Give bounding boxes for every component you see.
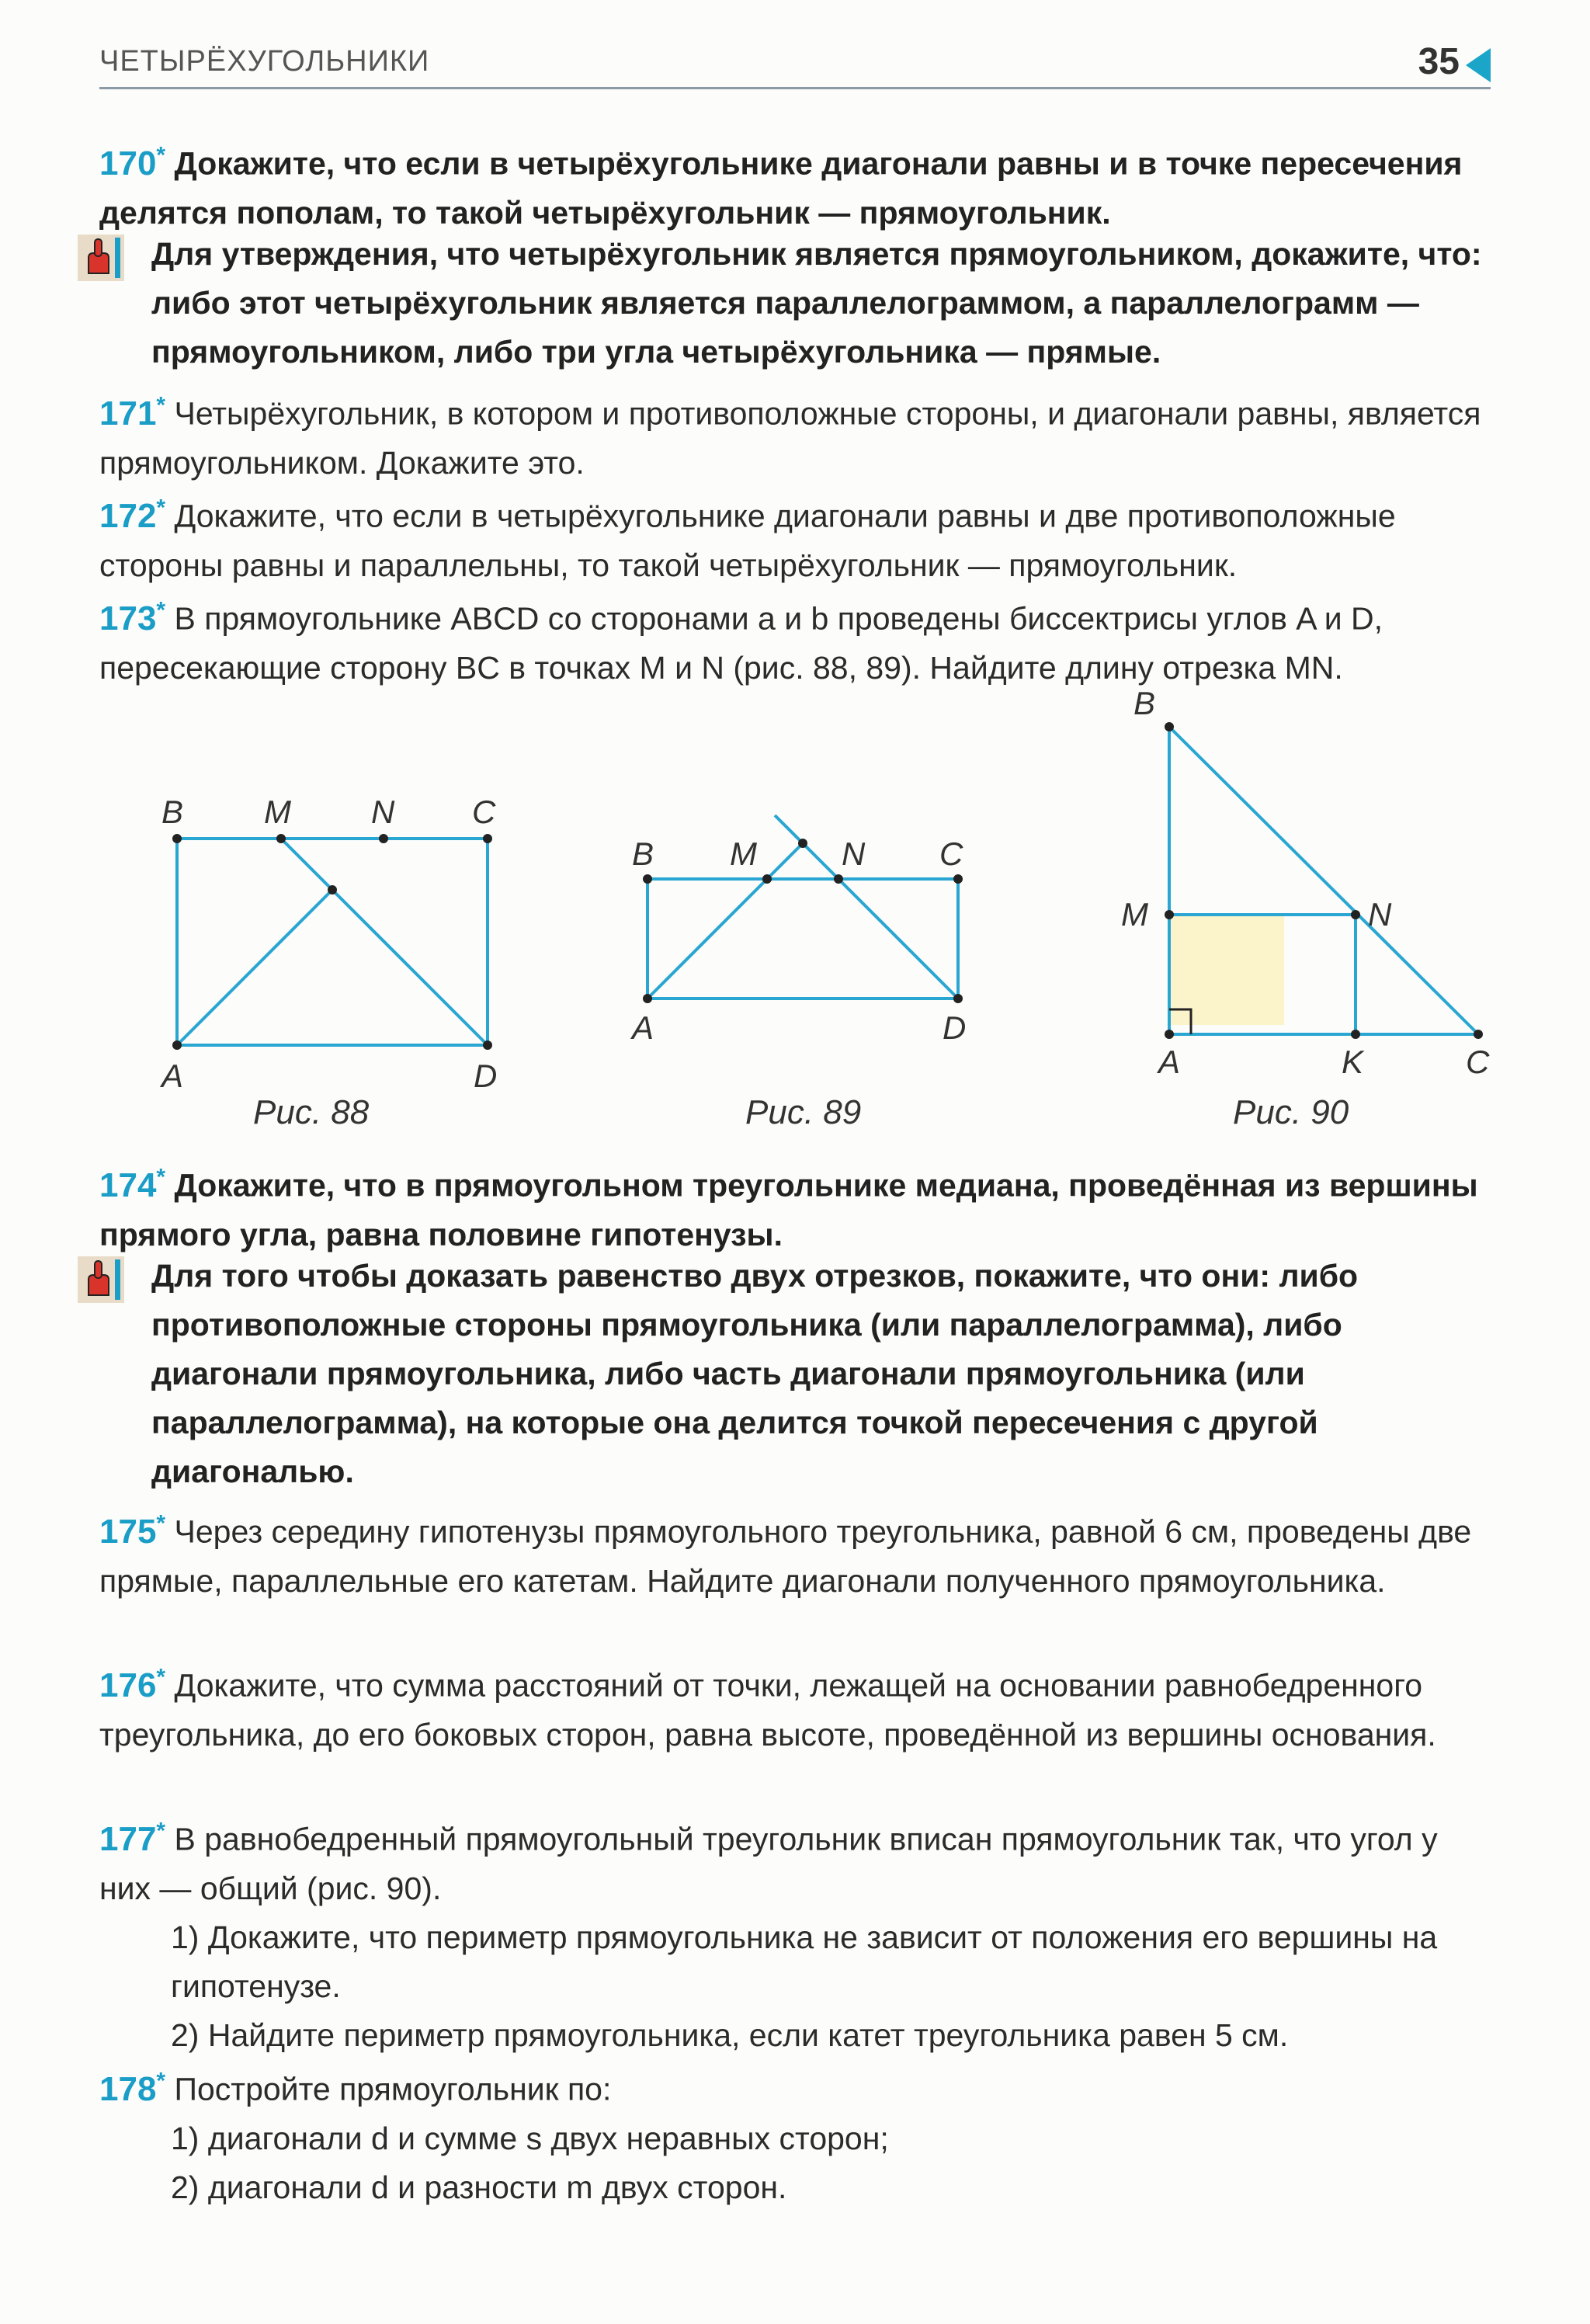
point-N (834, 874, 843, 884)
point-A (1165, 1030, 1174, 1039)
label-M: M (264, 794, 291, 830)
point-M (762, 874, 772, 884)
task-text: Докажите, что в прямоугольном треугольнике медиана, проведённая из вершины прямого угла, равна половине гипотенузы. (99, 1167, 1478, 1252)
task-number: 176* (99, 1664, 166, 1704)
task-text: Постройте прямоугольник по: (174, 2071, 612, 2107)
point-intersection (798, 839, 807, 848)
point-intersection (328, 885, 337, 895)
task-176 (99, 1652, 1489, 1760)
task-text: Докажите, что если в четырёхугольнике диагонали равны и в точке пересечения делятся пополам, то такой четырёхугольник — прямоугольник. (99, 145, 1463, 231)
label-D: D (474, 1058, 498, 1094)
figure-89 (621, 800, 978, 1072)
figure-88 (148, 784, 520, 1110)
task-subitem: 1) Докажите, что периметр прямоугольника не зависит от положения его вершины на гипотенузе. (171, 1919, 1438, 2004)
task-172 (99, 483, 1489, 590)
label-N: N (842, 835, 866, 872)
point-K (1351, 1030, 1360, 1039)
figure-90 (1110, 691, 1498, 1095)
page-marker-arrow-icon (1466, 48, 1491, 82)
page-number: 35 (1418, 41, 1460, 82)
point-B (643, 874, 652, 884)
pointing-hand-icon (78, 234, 124, 281)
chapter-title: ЧЕТЫРЁХУГОЛЬНИКИ (99, 45, 430, 78)
hint-block (78, 1252, 1489, 1496)
label-M: M (730, 835, 757, 872)
point-C (1474, 1030, 1483, 1039)
task-text: Докажите, что если в четырёхугольнике диагонали равны и две противоположные стороны равны и параллельны, то такой четырёхугольник — прямоугольник. (99, 498, 1396, 583)
figure-89-caption: Рис. 89 (745, 1093, 862, 1131)
label-A: A (161, 1058, 184, 1094)
task-number: 175* (99, 1510, 166, 1551)
label-D: D (943, 1009, 967, 1046)
figure-88-caption: Рис. 88 (253, 1093, 370, 1131)
point-M (1165, 910, 1174, 919)
label-B: B (632, 835, 654, 872)
point-A (172, 1040, 182, 1050)
label-A: A (1158, 1044, 1181, 1080)
point-N (1351, 910, 1360, 919)
pointing-hand-icon (78, 1256, 124, 1303)
task-text: В прямоугольнике ABCD со сторонами a и b проведены биссектрисы углов A и D, пересекающие сторону BC в точках M и N (рис. 88, 89). Найдите длину отрезка MN. (99, 600, 1383, 686)
task-number: 173* (99, 597, 166, 637)
task-173 (99, 585, 1489, 693)
point-M (276, 834, 286, 843)
point-C (953, 874, 963, 884)
task-number: 178* (99, 2068, 166, 2108)
task-177 (99, 1806, 1489, 2060)
point-D (483, 1040, 492, 1050)
label-A: A (632, 1009, 654, 1046)
point-D (953, 994, 963, 1003)
point-C (483, 834, 492, 843)
task-number: 177* (99, 1818, 166, 1858)
task-text: В равнобедренный прямоугольный треугольник вписан прямоугольник так, что угол у них — общий (рис. 90). (99, 1821, 1438, 1906)
hint-text: Для того чтобы доказать равенство двух отрезков, покажите, что они: либо противоположные стороны прямоугольника (или параллелограмма), либо диагонали прямоугольника, либо часть диагонали прямоугольника (или параллелограмма), на которые она делится точкой пересечения с другой диагональю. (151, 1258, 1359, 1489)
point-N (379, 834, 388, 843)
task-number: 171* (99, 392, 166, 432)
point-B (1165, 722, 1174, 731)
label-C: C (939, 835, 963, 872)
task-subitem: 2) диагонали d и разности m двух сторон. (171, 2169, 787, 2205)
hint-text: Для утверждения, что четырёхугольник является прямоугольником, докажите, что: либо этот четырёхугольник является параллелограммом, а параллелограмм — прямоугольником, либо три угла четырёхугольника — прямые. (151, 236, 1482, 370)
hint-block (78, 230, 1489, 377)
task-178 (99, 2056, 1489, 2212)
label-B: B (1133, 691, 1156, 721)
point-B (172, 834, 182, 843)
label-C: C (472, 794, 496, 830)
label-M: M (1121, 896, 1148, 933)
task-number: 174* (99, 1164, 166, 1204)
task-174 (99, 1152, 1489, 1259)
point-A (643, 994, 652, 1003)
task-subitem: 2) Найдите периметр прямоугольника, если катет треугольника равен 5 см. (171, 2017, 1289, 2053)
task-170 (99, 130, 1489, 238)
figure-90-caption: Рис. 90 (1233, 1093, 1349, 1131)
task-text: Через середину гипотенузы прямоугольного треугольника, равной 6 см, проведены две прямые, параллельные его катетам. Найдите диагонали полученного прямоугольника. (99, 1513, 1472, 1599)
task-text: Докажите, что сумма расстояний от точки, лежащей на основании равнобедренного треугольника, до его боковых сторон, равна высоте, проведённой из вершины основания. (99, 1667, 1436, 1753)
label-K: K (1342, 1044, 1364, 1080)
label-N: N (371, 794, 395, 830)
page-header (99, 40, 1491, 89)
task-number: 170* (99, 142, 166, 182)
label-N: N (1368, 896, 1392, 933)
task-175 (99, 1499, 1489, 1606)
task-subitem: 1) диагонали d и сумме s двух неравных сторон; (171, 2120, 889, 2156)
label-C: C (1466, 1044, 1490, 1080)
label-B: B (161, 794, 184, 830)
task-text: Четырёхугольник, в котором и противоположные стороны, и диагонали равны, является прямоугольником. Докажите это. (99, 395, 1481, 481)
task-number: 172* (99, 495, 166, 535)
task-171 (99, 380, 1489, 488)
